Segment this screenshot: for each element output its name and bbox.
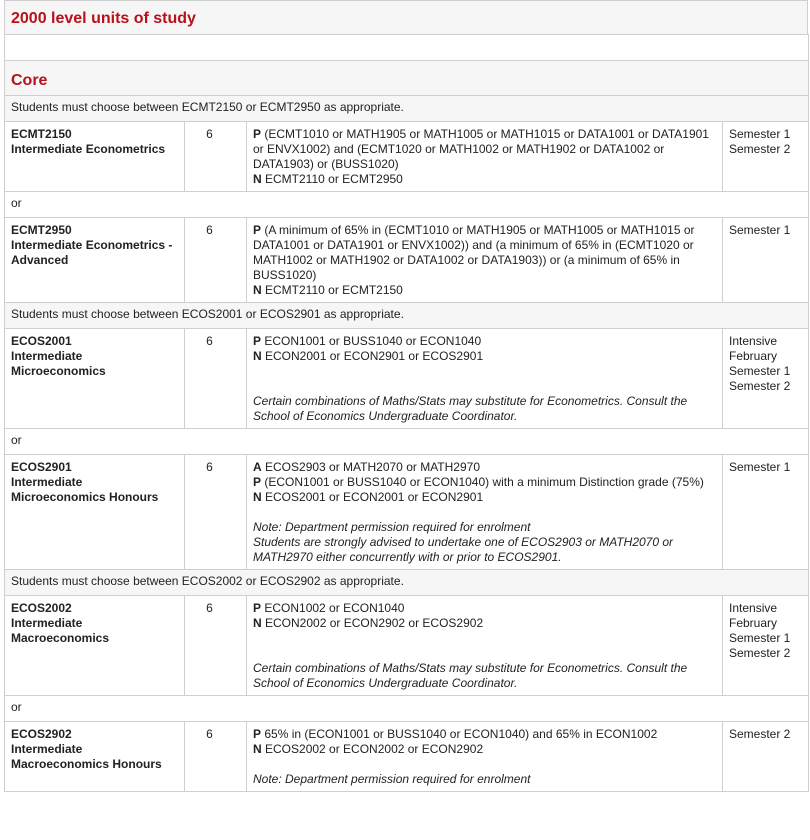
notes-gap bbox=[253, 505, 717, 520]
requisite-text: (A minimum of 65% in (ECMT1010 or MATH1905 or MATH1005 or MATH1015 or DATA1001 or DATA1901 or ENVX1002)) and (a minimum of 65% in (ECMT1020 or MATH1002 or MATH1902 or DATA1002 or DATA1903)) or (a minimum of 65% in BUSS1020) bbox=[253, 223, 695, 282]
requisite-line bbox=[253, 172, 717, 187]
session-cell bbox=[723, 329, 809, 429]
unit-code[interactable]: ECMT2150 bbox=[11, 127, 72, 141]
unit-row bbox=[5, 329, 809, 429]
session-cell bbox=[723, 455, 809, 570]
unit-code[interactable]: ECMT2950 bbox=[11, 223, 72, 237]
unit-code[interactable]: ECOS2001 bbox=[11, 334, 72, 348]
notes-gap bbox=[253, 757, 717, 772]
requisite-prefix: N bbox=[253, 742, 262, 756]
choice-note: Students must choose between ECOS2002 or ECOS2902 as appropriate. bbox=[5, 570, 809, 596]
requisite-line bbox=[253, 223, 717, 283]
requisite-prefix: N bbox=[253, 616, 262, 630]
unit-note: Note: Department permission required for enrolment bbox=[253, 772, 531, 786]
unit-cell bbox=[5, 218, 185, 303]
requisite-prefix: P bbox=[253, 601, 262, 615]
choice-note-row bbox=[5, 96, 809, 122]
unit-cell bbox=[5, 722, 185, 792]
requisite-line bbox=[253, 334, 717, 349]
units-of-study-panel bbox=[4, 0, 808, 792]
requisite-text: ECOS2903 or MATH2070 or MATH2970 bbox=[265, 460, 480, 474]
requisite-text: ECMT2110 or ECMT2150 bbox=[265, 283, 403, 297]
requisites-cell bbox=[247, 596, 723, 696]
credit-points: 6 bbox=[185, 596, 247, 696]
requisites-cell bbox=[247, 455, 723, 570]
requisite-text: (ECMT1010 or MATH1905 or MATH1005 or MATH1015 or DATA1001 or DATA1901 or ENVX1002) and (ECMT1020 or MATH1002 or MATH1902 or DATA1002 or DATA1903) or (BUSS1020) bbox=[253, 127, 709, 171]
or-label: or bbox=[5, 429, 809, 455]
requisite-prefix: N bbox=[253, 172, 262, 186]
unit-note: Certain combinations of Maths/Stats may substitute for Econometrics. Consult the School of Economics Undergraduate Coordinator. bbox=[253, 394, 688, 423]
requisite-prefix: P bbox=[253, 127, 262, 141]
unit-name[interactable]: Intermediate Microeconomics Honours bbox=[11, 475, 159, 504]
requisite-line bbox=[253, 460, 717, 475]
session-cell bbox=[723, 722, 809, 792]
requisites-cell bbox=[247, 122, 723, 192]
credit-points: 6 bbox=[185, 329, 247, 429]
session-item: Semester 1 bbox=[729, 364, 791, 378]
unit-row bbox=[5, 596, 809, 696]
unit-row bbox=[5, 722, 809, 792]
unit-cell bbox=[5, 596, 185, 696]
requisite-text: (ECON1001 or BUSS1040 or ECON1040) with a minimum Distinction grade (75%) bbox=[264, 475, 704, 489]
session-item: Semester 1 bbox=[729, 223, 791, 237]
requisite-prefix: N bbox=[253, 490, 262, 504]
notes-gap bbox=[253, 631, 717, 661]
credit-points: 6 bbox=[185, 455, 247, 570]
requisite-line bbox=[253, 475, 717, 490]
requisite-line bbox=[253, 349, 717, 364]
choice-note-row bbox=[5, 303, 809, 329]
session-cell bbox=[723, 596, 809, 696]
unit-name[interactable]: Intermediate Microeconomics bbox=[11, 349, 106, 378]
session-item: Semester 2 bbox=[729, 142, 791, 156]
unit-code[interactable]: ECOS2002 bbox=[11, 601, 72, 615]
unit-code[interactable]: ECOS2902 bbox=[11, 727, 72, 741]
unit-cell bbox=[5, 329, 185, 429]
requisites-cell bbox=[247, 329, 723, 429]
requisites-cell bbox=[247, 218, 723, 303]
requisite-text: ECOS2001 or ECON2001 or ECON2901 bbox=[265, 490, 484, 504]
spacer-row bbox=[5, 35, 809, 61]
unit-name[interactable]: Intermediate Macroeconomics Honours bbox=[11, 742, 162, 771]
requisite-text: ECON2002 or ECON2902 or ECOS2902 bbox=[265, 616, 484, 630]
requisite-prefix: P bbox=[253, 727, 262, 741]
requisite-prefix: A bbox=[253, 460, 262, 474]
session-item: Semester 2 bbox=[729, 379, 791, 393]
or-row bbox=[5, 696, 809, 722]
unit-note: Students are strongly advised to undertake one of ECOS2903 or MATH2070 or MATH2970 either concurrently with or prior to ECOS2901. bbox=[253, 535, 674, 564]
requisite-text: ECON2001 or ECON2901 or ECOS2901 bbox=[265, 349, 484, 363]
unit-row bbox=[5, 455, 809, 570]
requisite-prefix: P bbox=[253, 223, 262, 237]
unit-note: Note: Department permission required for enrolment bbox=[253, 520, 531, 534]
unit-name[interactable]: Intermediate Econometrics - Advanced bbox=[11, 238, 173, 267]
session-item: Semester 2 bbox=[729, 646, 791, 660]
requisite-prefix: P bbox=[253, 334, 262, 348]
units-table bbox=[4, 34, 809, 792]
session-item: Semester 1 bbox=[729, 460, 791, 474]
unit-name[interactable]: Intermediate Econometrics bbox=[11, 142, 166, 156]
requisites-cell bbox=[247, 722, 723, 792]
requisite-line bbox=[253, 490, 717, 505]
credit-points: 6 bbox=[185, 122, 247, 192]
or-label: or bbox=[5, 192, 809, 218]
unit-note: Certain combinations of Maths/Stats may substitute for Econometrics. Consult the School of Economics Undergraduate Coordinator. bbox=[253, 661, 688, 690]
requisite-line bbox=[253, 727, 717, 742]
requisite-text: ECMT2110 or ECMT2950 bbox=[265, 172, 403, 186]
requisite-prefix: N bbox=[253, 349, 262, 363]
choice-note: Students must choose between ECOS2001 or ECOS2901 as appropriate. bbox=[5, 303, 809, 329]
unit-cell bbox=[5, 455, 185, 570]
requisite-prefix: N bbox=[253, 283, 262, 297]
session-item: Semester 1 bbox=[729, 631, 791, 645]
credit-points: 6 bbox=[185, 722, 247, 792]
session-item: Semester 2 bbox=[729, 727, 791, 741]
requisite-prefix: P bbox=[253, 475, 262, 489]
unit-name[interactable]: Intermediate Macroeconomics bbox=[11, 616, 110, 645]
unit-row bbox=[5, 218, 809, 303]
section-title: Core bbox=[11, 72, 48, 89]
unit-row bbox=[5, 122, 809, 192]
requisite-text: ECOS2002 or ECON2002 or ECON2902 bbox=[265, 742, 484, 756]
requisite-text: 65% in (ECON1001 or BUSS1040 or ECON1040) and 65% in ECON1002 bbox=[264, 727, 658, 741]
requisite-line bbox=[253, 127, 717, 172]
session-item: Semester 1 bbox=[729, 127, 791, 141]
requisite-text: ECON1002 or ECON1040 bbox=[264, 601, 405, 615]
requisite-line bbox=[253, 742, 717, 757]
choice-note-row bbox=[5, 570, 809, 596]
requisite-line bbox=[253, 616, 717, 631]
page-heading: 2000 level units of study bbox=[11, 10, 196, 27]
panel-header bbox=[4, 0, 808, 34]
choice-note: Students must choose between ECMT2150 or ECMT2950 as appropriate. bbox=[5, 96, 809, 122]
requisite-line bbox=[253, 283, 717, 298]
requisite-text: ECON1001 or BUSS1040 or ECON1040 bbox=[264, 334, 482, 348]
notes-gap bbox=[253, 364, 717, 394]
unit-code[interactable]: ECOS2901 bbox=[11, 460, 72, 474]
session-item: Intensive February bbox=[729, 334, 778, 363]
credit-points: 6 bbox=[185, 218, 247, 303]
unit-cell bbox=[5, 122, 185, 192]
or-row bbox=[5, 192, 809, 218]
or-label: or bbox=[5, 696, 809, 722]
or-row bbox=[5, 429, 809, 455]
session-cell bbox=[723, 218, 809, 303]
requisite-line bbox=[253, 601, 717, 616]
session-item: Intensive February bbox=[729, 601, 778, 630]
section-row bbox=[5, 61, 809, 96]
session-cell bbox=[723, 122, 809, 192]
